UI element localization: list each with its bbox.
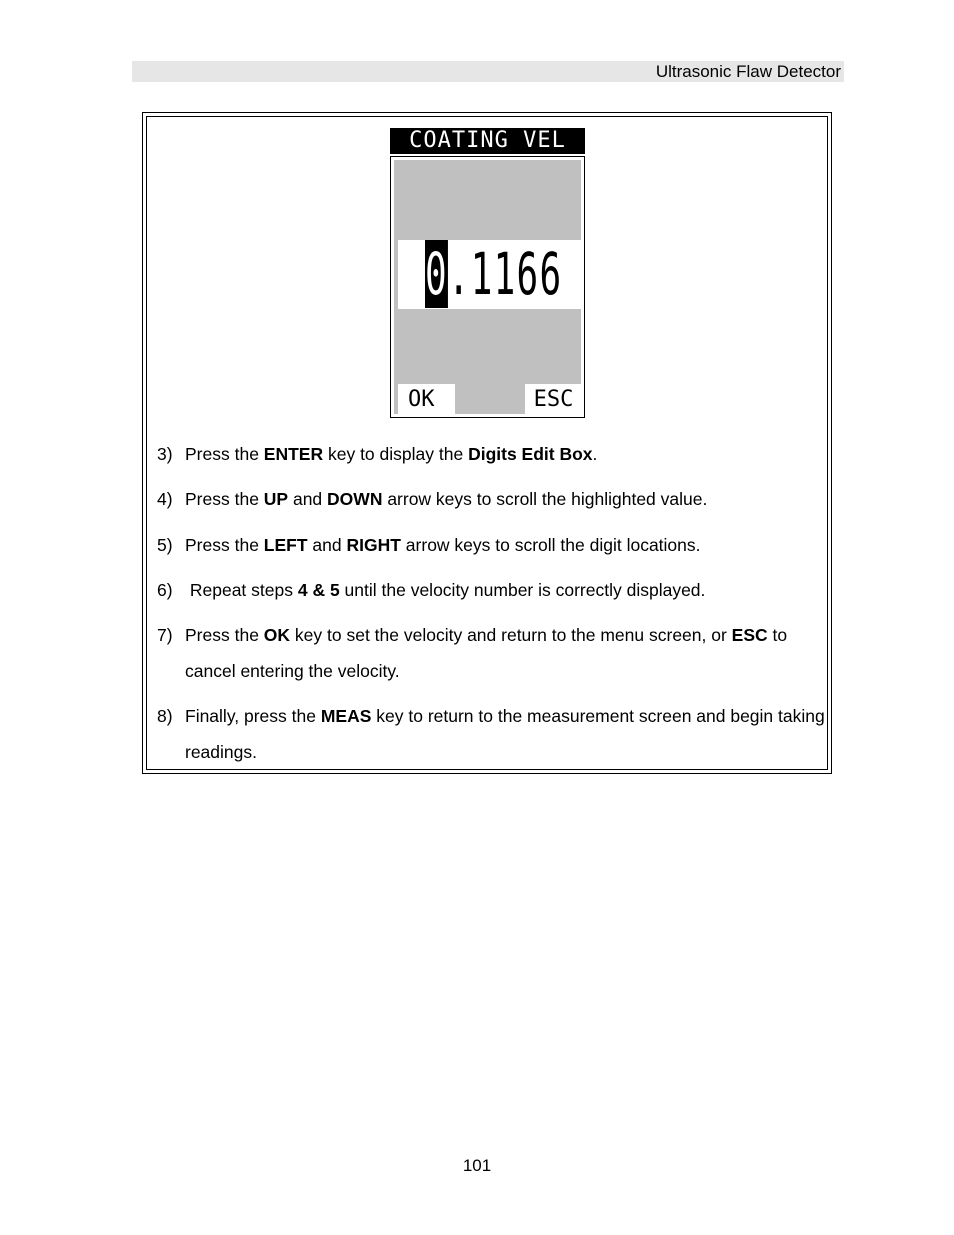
header-title: Ultrasonic Flaw Detector xyxy=(655,62,841,81)
text-run: and xyxy=(288,489,328,509)
step-text xyxy=(185,527,825,563)
text-run: Press the xyxy=(185,535,264,555)
device-screen xyxy=(390,156,585,418)
text-run: Press the xyxy=(185,489,264,509)
text-run: . xyxy=(592,444,598,464)
key-name: OK xyxy=(263,625,291,645)
ok-softkey: OK xyxy=(398,384,455,415)
text-run: key to return to the measurement screen and begin taking readings. xyxy=(185,706,825,762)
step-text xyxy=(185,436,825,472)
step-text xyxy=(185,698,825,770)
step-text xyxy=(185,481,825,517)
text-run: key to set the velocity and return to the menu screen, or xyxy=(290,625,732,645)
key-name: UP xyxy=(263,489,289,509)
value-remaining-digits: .1166 xyxy=(447,240,563,308)
key-name: 4 & 5 xyxy=(297,580,340,600)
step-number: 5) xyxy=(157,535,173,555)
page-number: 101 xyxy=(462,1156,492,1175)
velocity-value xyxy=(425,240,562,309)
text-run: to cancel entering the velocity. xyxy=(185,625,788,681)
text-run: key to display the xyxy=(323,444,469,464)
device-screen-title: COATING VEL xyxy=(390,128,585,154)
key-name: ESC xyxy=(731,625,768,645)
text-run: until the velocity number is correctly displayed. xyxy=(339,580,706,600)
step-number: 4) xyxy=(157,489,173,509)
step-number: 8) xyxy=(157,706,173,726)
key-name: Digits Edit Box xyxy=(468,444,593,464)
step-number: 3) xyxy=(157,444,173,464)
text-run: Repeat steps xyxy=(185,580,298,600)
text-run: Finally, press the xyxy=(185,706,321,726)
text-run: and xyxy=(307,535,347,555)
device-screen-background xyxy=(394,160,581,414)
key-name: MEAS xyxy=(320,706,372,726)
digits-edit-box xyxy=(398,240,582,309)
text-run: Press the xyxy=(185,625,264,645)
step-text xyxy=(185,572,825,608)
key-name: RIGHT xyxy=(346,535,401,555)
key-name: LEFT xyxy=(263,535,308,555)
text-run: arrow keys to scroll the digit locations. xyxy=(400,535,701,555)
step-number: 7) xyxy=(157,625,173,645)
key-name: ENTER xyxy=(263,444,324,464)
selected-digit: 0 xyxy=(425,240,448,308)
text-run: Press the xyxy=(185,444,264,464)
page-header xyxy=(132,61,844,82)
step-number: 6) xyxy=(157,580,173,600)
esc-softkey: ESC xyxy=(525,384,582,415)
text-run: arrow keys to scroll the highlighted value. xyxy=(382,489,708,509)
key-name: DOWN xyxy=(327,489,383,509)
step-text xyxy=(185,617,825,689)
